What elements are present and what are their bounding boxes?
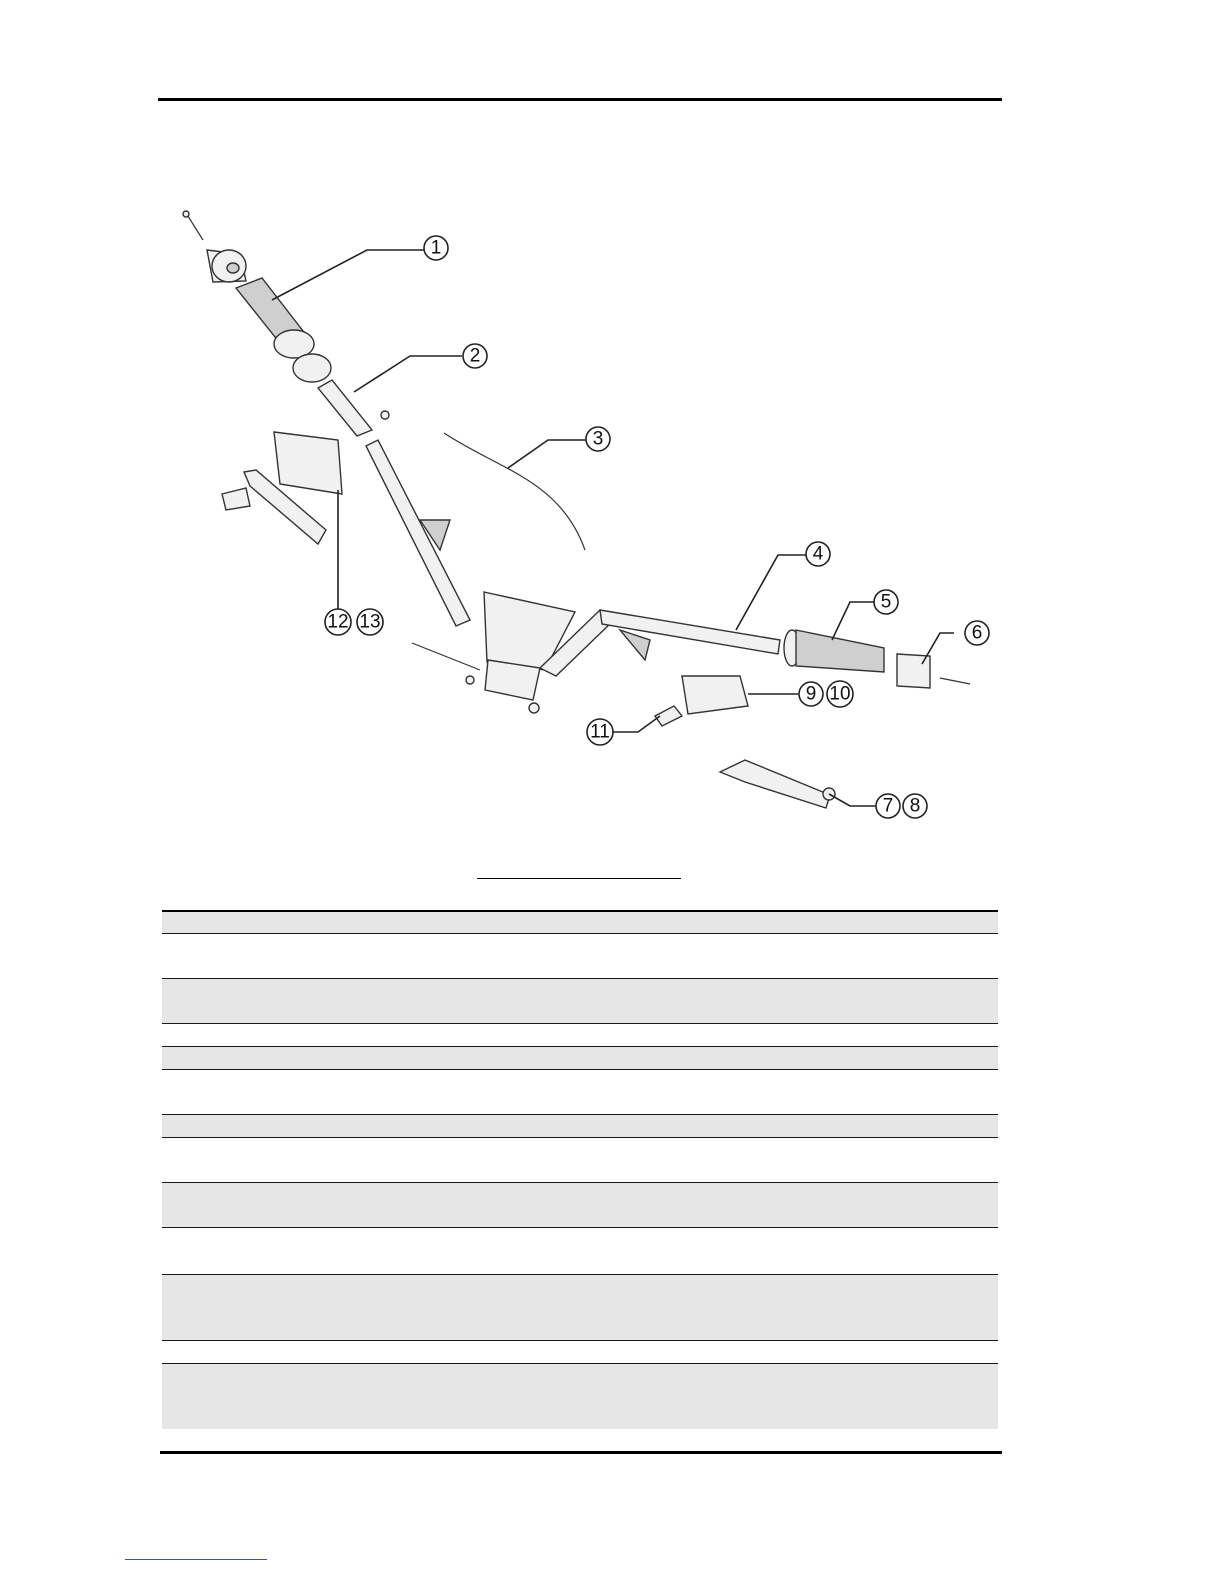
table-row [162,933,998,978]
bar-end-bolt-right [940,678,970,684]
svg-text:13: 13 [359,611,381,633]
diagram-caption-underline [477,878,681,879]
callout-2 [463,344,487,368]
bar-end-bolt-left [183,211,203,240]
handlebar-right-arm [540,610,780,676]
callout-9 [799,682,823,706]
leader-1 [272,250,424,300]
callout-11 [587,719,613,745]
svg-text:4: 4 [812,543,824,565]
callout-5 [874,590,898,614]
brake-lever-right [720,760,830,808]
callout-1 [424,236,448,260]
small-screw [381,411,389,419]
callout-13 [357,609,383,635]
svg-text:7: 7 [882,795,894,817]
svg-text:5: 5 [880,591,892,613]
callout-10 [827,681,853,707]
long-bolt [412,643,480,670]
svg-text:11: 11 [590,721,610,743]
svg-text:10: 10 [829,683,851,705]
throttle-cable [444,433,585,550]
table-row [162,1046,998,1069]
leader-11 [612,716,660,732]
left-grip [236,278,314,358]
leader-4 [736,555,806,630]
table-row [162,1363,998,1429]
callout-4 [806,542,830,566]
leader-5 [832,602,874,640]
table-row [162,1340,998,1363]
table-row [162,1182,998,1227]
svg-text:3: 3 [592,428,604,450]
svg-text:9: 9 [805,683,817,705]
svg-text:1: 1 [430,237,442,259]
table-row [162,1114,998,1137]
leader-3 [508,440,586,468]
callout-6 [965,621,989,645]
svg-text:12: 12 [327,611,349,633]
table-row [162,978,998,1023]
callout-8 [903,794,927,818]
callout-7 [876,794,900,818]
throttle-sleeve [318,380,372,436]
table-row [162,1137,998,1182]
svg-text:6: 6 [971,622,983,644]
table-row [162,1023,998,1046]
leader-7 [829,794,876,806]
callout-3 [586,427,610,451]
handlebar-left-arm [366,440,470,626]
bottom-rule [160,1451,1002,1454]
svg-text:8: 8 [909,795,921,817]
master-cylinder-left [274,432,342,494]
leader-2 [354,356,462,392]
table-header-row [162,911,998,933]
svg-text:2: 2 [469,345,481,367]
washer [293,354,331,382]
parts-table [162,910,998,1429]
table-row [162,1227,998,1274]
table-row [162,1274,998,1340]
table-row [162,1069,998,1114]
master-cylinder-right [682,676,748,714]
bar-end-weight-left [207,250,246,282]
footer-link-underline[interactable] [125,1559,267,1560]
callout-12 [325,609,351,635]
